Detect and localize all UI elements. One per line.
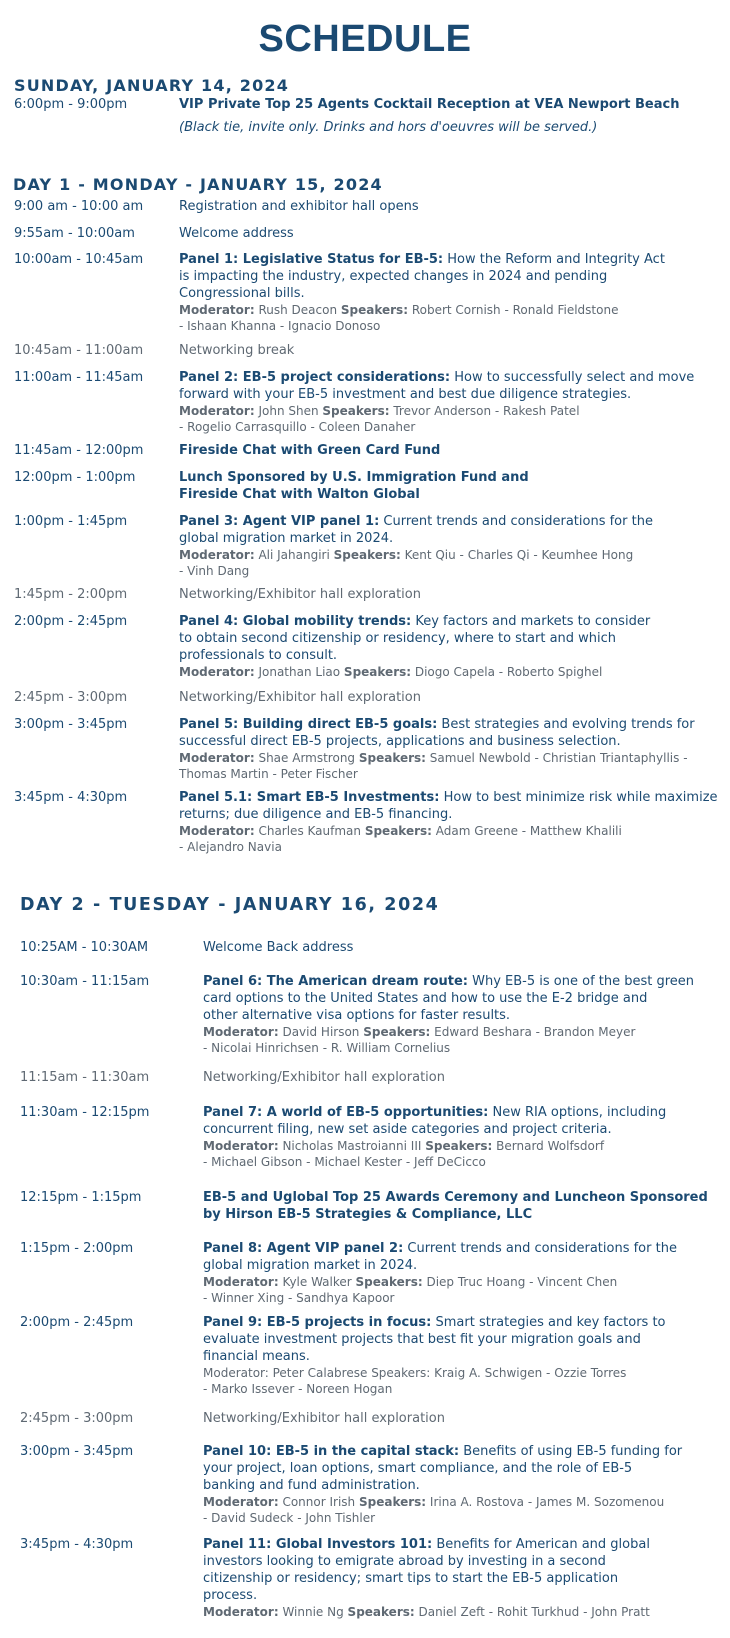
desc-line: is impacting the industry, expected changes in 2024 and pending bbox=[179, 269, 608, 284]
speakers: Kent Qiu - Charles Qi - Keumhee Hong bbox=[400, 548, 634, 562]
title-line: EB-5 and Uglobal Top 25 Awards Ceremony and Luncheon Sponsored bbox=[203, 1190, 708, 1205]
moderator-name: John Shen bbox=[254, 404, 323, 418]
panel-description bbox=[203, 973, 723, 1056]
desc-line: banking and fund administration. bbox=[203, 1478, 420, 1493]
speakers-label: Speakers: bbox=[363, 1025, 431, 1039]
panel-name: Panel 5.1: Smart EB-5 Investments: bbox=[179, 790, 440, 805]
desc-line: financial means. bbox=[203, 1349, 310, 1364]
desc-line: concurrent filing, new set aside categories and project criteria. bbox=[203, 1122, 612, 1137]
time: 2:00pm - 2:45pm bbox=[20, 1315, 134, 1330]
speakers: Irina A. Rostova - James M. Sozomenou bbox=[426, 1495, 665, 1509]
moderator-name: Jonathan Liao bbox=[254, 665, 344, 679]
people-line bbox=[179, 302, 727, 318]
moderator-name: Connor Irish bbox=[278, 1495, 359, 1509]
speakers: Trevor Anderson - Rakesh Patel bbox=[389, 404, 580, 418]
desc-line: Congressional bills. bbox=[179, 286, 305, 301]
moderator-label: Moderator: bbox=[179, 665, 255, 679]
speakers-label: Speakers: bbox=[322, 404, 390, 418]
desc-line: Benefits for American and global bbox=[432, 1537, 650, 1552]
speakers: Edward Beshara - Brandon Meyer bbox=[430, 1025, 636, 1039]
speakers-label: Speakers: bbox=[371, 1366, 431, 1380]
moderator-label: Moderator: bbox=[179, 751, 255, 765]
time: 1:15pm - 2:00pm bbox=[20, 1241, 134, 1256]
desc-line: Key factors and markets to consider bbox=[411, 614, 651, 629]
speakers-label: Speakers: bbox=[347, 1605, 415, 1619]
panel-description bbox=[179, 513, 727, 579]
event-text: Welcome Back address bbox=[203, 940, 354, 955]
desc-line: returns; due diligence and EB-5 financing. bbox=[179, 807, 453, 822]
desc-line: card options to the United States and how to use the E-2 bridge and bbox=[203, 991, 648, 1006]
moderator-label: Moderator: bbox=[179, 404, 255, 418]
panel-description bbox=[179, 716, 727, 782]
title-line: Fireside Chat with Walton Global bbox=[179, 487, 420, 502]
moderator-name: Rush Deacon bbox=[254, 303, 341, 317]
event-text: Networking break bbox=[179, 343, 295, 358]
panel-description bbox=[203, 1536, 723, 1620]
desc-line: How the Reform and Integrity Act bbox=[443, 252, 665, 267]
panel-name: Panel 2: EB-5 project considerations: bbox=[179, 370, 451, 385]
speakers-line: - Marko Issever - Noreen Hogan bbox=[203, 1382, 393, 1396]
moderator-name: Shae Armstrong bbox=[254, 751, 359, 765]
event-text: Registration and exhibitor hall opens bbox=[179, 199, 419, 214]
desc-line: to obtain second citizenship or residency, where to start and which bbox=[179, 631, 617, 646]
speakers-label: Speakers: bbox=[340, 303, 408, 317]
event-title: VIP Private Top 25 Agents Cocktail Reception at VEA Newport Beach bbox=[179, 97, 680, 112]
event-title: Fireside Chat with Green Card Fund bbox=[179, 443, 441, 458]
speakers: Robert Cornish - Ronald Fieldstone bbox=[408, 303, 619, 317]
event-title bbox=[203, 1189, 723, 1223]
desc-line: Benefits of using EB-5 funding for bbox=[459, 1444, 683, 1459]
moderator-name: Peter Calabrese bbox=[268, 1366, 372, 1380]
time: 10:00am - 10:45am bbox=[14, 252, 144, 267]
time: 2:00pm - 2:45pm bbox=[14, 614, 128, 629]
event-text: Networking/Exhibitor hall exploration bbox=[203, 1070, 445, 1085]
panel-description bbox=[203, 1314, 723, 1397]
panel-description bbox=[203, 1443, 723, 1526]
time: 10:30am - 11:15am bbox=[20, 974, 150, 989]
speakers: Samuel Newbold - Christian Triantaphyllis - bbox=[425, 751, 688, 765]
moderator-label: Moderator: bbox=[203, 1025, 279, 1039]
panel-name: Panel 7: A world of EB-5 opportunities: bbox=[203, 1105, 489, 1120]
speakers-line: - Nicolai Hinrichsen - R. William Cornelius bbox=[203, 1041, 451, 1055]
moderator-label: Moderator: bbox=[203, 1275, 279, 1289]
desc-line: Smart strategies and key factors to bbox=[431, 1315, 666, 1330]
panel-description bbox=[179, 789, 727, 855]
panel-name: Panel 10: EB-5 in the capital stack: bbox=[203, 1444, 460, 1459]
moderator-name: Winnie Ng bbox=[278, 1605, 348, 1619]
panel-description bbox=[203, 1104, 723, 1170]
time: 10:25AM - 10:30AM bbox=[20, 940, 149, 955]
panel-description bbox=[203, 1240, 723, 1306]
speakers-line: - Vinh Dang bbox=[179, 564, 250, 578]
time: 11:15am - 11:30am bbox=[20, 1070, 150, 1085]
time: 1:00pm - 1:45pm bbox=[14, 514, 128, 529]
panel-name: Panel 6: The American dream route: bbox=[203, 974, 468, 989]
time: 6:00pm - 9:00pm bbox=[14, 97, 128, 112]
panel-name: Panel 4: Global mobility trends: bbox=[179, 614, 412, 629]
speakers-label: Speakers: bbox=[355, 1275, 423, 1289]
title-line: by Hirson EB-5 Strategies & Compliance, LLC bbox=[203, 1207, 533, 1222]
speakers-label: Speakers: bbox=[343, 665, 412, 679]
panel-description bbox=[179, 613, 727, 680]
desc-line: evaluate investment projects that best fit your migration goals and bbox=[203, 1332, 641, 1347]
time: 2:45pm - 3:00pm bbox=[14, 690, 128, 705]
moderator-name: Nicholas Mastroianni III bbox=[278, 1139, 426, 1153]
moderator-label: Moderator: bbox=[203, 1139, 279, 1153]
panel-name: Panel 9: EB-5 projects in focus: bbox=[203, 1315, 432, 1330]
desc-line: forward with your EB-5 investment and best due diligence strategies. bbox=[179, 387, 632, 402]
desc-line: Why EB-5 is one of the best green bbox=[468, 974, 695, 989]
moderator-label: Moderator: bbox=[179, 824, 255, 838]
time: 11:00am - 11:45am bbox=[14, 370, 144, 385]
speakers: Adam Greene - Matthew Khalili bbox=[431, 824, 622, 838]
speakers: Diogo Capela - Roberto Spighel bbox=[411, 665, 603, 679]
speakers-line: - David Sudeck - John Tishler bbox=[203, 1511, 376, 1525]
page-title: SCHEDULE bbox=[258, 18, 472, 60]
speakers-line: Thomas Martin - Peter Fischer bbox=[179, 767, 358, 781]
moderator-label: Moderator: bbox=[179, 548, 255, 562]
day1-heading: DAY 1 - MONDAY - JANUARY 15, 2024 bbox=[13, 175, 383, 194]
event-text: Networking/Exhibitor hall exploration bbox=[179, 587, 421, 602]
speakers-line: - Ishaan Khanna - Ignacio Donoso bbox=[179, 319, 381, 333]
time: 3:00pm - 3:45pm bbox=[14, 717, 128, 732]
event-title bbox=[179, 469, 727, 503]
day2-heading: DAY 2 - TUESDAY - JANUARY 16, 2024 bbox=[20, 895, 440, 915]
speakers-label: Speakers: bbox=[425, 1139, 493, 1153]
title-line: Lunch Sponsored by U.S. Immigration Fund and bbox=[179, 470, 529, 485]
desc-line: citizenship or residency; smart tips to start the EB-5 application bbox=[203, 1571, 619, 1586]
speakers-label: Speakers: bbox=[333, 548, 401, 562]
speakers-label: Speakers: bbox=[358, 751, 426, 765]
desc-line: Current trends and considerations for the bbox=[379, 514, 653, 529]
speakers: Daniel Zeft - Rohit Turkhud - John Pratt bbox=[414, 1605, 650, 1619]
desc-line: your project, loan options, smart compliance, and the role of EB-5 bbox=[203, 1461, 633, 1476]
panel-description bbox=[179, 369, 727, 435]
desc-line: Current trends and considerations for the bbox=[403, 1241, 677, 1256]
speakers-line: - Rogelio Carrasquillo - Coleen Danaher bbox=[179, 420, 416, 434]
speakers-line: - Alejandro Navia bbox=[179, 840, 282, 854]
time: 3:45pm - 4:30pm bbox=[20, 1537, 134, 1552]
time: 3:00pm - 3:45pm bbox=[20, 1444, 134, 1459]
desc-line: process. bbox=[203, 1588, 258, 1603]
event-text: Networking/Exhibitor hall exploration bbox=[203, 1411, 445, 1426]
event-text: Networking/Exhibitor hall exploration bbox=[179, 690, 421, 705]
desc-line: How to successfully select and move bbox=[450, 370, 695, 385]
moderator-name: Charles Kaufman bbox=[254, 824, 365, 838]
panel-name: Panel 3: Agent VIP panel 1: bbox=[179, 514, 380, 529]
time: 9:00 am - 10:00 am bbox=[14, 199, 144, 214]
moderator-label: Moderator: bbox=[203, 1366, 269, 1380]
moderator-label: Moderator: bbox=[203, 1605, 279, 1619]
time: 11:45am - 12:00pm bbox=[14, 443, 144, 458]
desc-line: professionals to consult. bbox=[179, 648, 338, 663]
moderator-name: Kyle Walker bbox=[278, 1275, 356, 1289]
speakers-line: - Michael Gibson - Michael Kester - Jeff DeCicco bbox=[203, 1155, 486, 1169]
speakers-label: Speakers: bbox=[364, 824, 432, 838]
event-note: (Black tie, invite only. Drinks and hors d'oeuvres will be served.) bbox=[179, 120, 598, 135]
desc-line: Best strategies and evolving trends for bbox=[437, 717, 695, 732]
speakers: Bernard Wolfsdorf bbox=[492, 1139, 605, 1153]
desc-line: How to best minimize risk while maximize bbox=[439, 790, 718, 805]
moderator-label: Moderator: bbox=[179, 303, 255, 317]
speakers-label: Speakers: bbox=[358, 1495, 427, 1509]
panel-description bbox=[179, 251, 727, 334]
time: 9:55am - 10:00am bbox=[14, 226, 135, 241]
desc-line: successful direct EB-5 projects, applications and business selection. bbox=[179, 734, 621, 749]
time: 3:45pm - 4:30pm bbox=[14, 790, 128, 805]
desc-line: global migration market in 2024. bbox=[203, 1258, 418, 1273]
sunday-heading: SUNDAY, JANUARY 14, 2024 bbox=[14, 76, 290, 95]
time: 11:30am - 12:15pm bbox=[20, 1105, 150, 1120]
moderator-label: Moderator: bbox=[203, 1495, 279, 1509]
time: 2:45pm - 3:00pm bbox=[20, 1411, 134, 1426]
panel-name: Panel 1: Legislative Status for EB-5: bbox=[179, 252, 444, 267]
event-text: Welcome address bbox=[179, 226, 294, 241]
desc-line: other alternative visa options for faster results. bbox=[203, 1008, 511, 1023]
time: 12:15pm - 1:15pm bbox=[20, 1190, 142, 1205]
time: 12:00pm - 1:00pm bbox=[14, 470, 136, 485]
speakers: Diep Truc Hoang - Vincent Chen bbox=[422, 1275, 618, 1289]
moderator-name: David Hirson bbox=[278, 1025, 364, 1039]
desc-line: New RIA options, including bbox=[488, 1105, 667, 1120]
moderator-name: Ali Jahangiri bbox=[254, 548, 334, 562]
speakers-line: - Winner Xing - Sandhya Kapoor bbox=[203, 1291, 395, 1305]
desc-line: global migration market in 2024. bbox=[179, 531, 394, 546]
panel-name: Panel 5: Building direct EB-5 goals: bbox=[179, 717, 438, 732]
desc-line: investors looking to emigrate abroad by investing in a second bbox=[203, 1554, 606, 1569]
speakers: Kraig A. Schwigen - Ozzie Torres bbox=[430, 1366, 627, 1380]
panel-name: Panel 11: Global Investors 101: bbox=[203, 1537, 433, 1552]
panel-name: Panel 8: Agent VIP panel 2: bbox=[203, 1241, 404, 1256]
time: 10:45am - 11:00am bbox=[14, 343, 144, 358]
time: 1:45pm - 2:00pm bbox=[14, 587, 128, 602]
